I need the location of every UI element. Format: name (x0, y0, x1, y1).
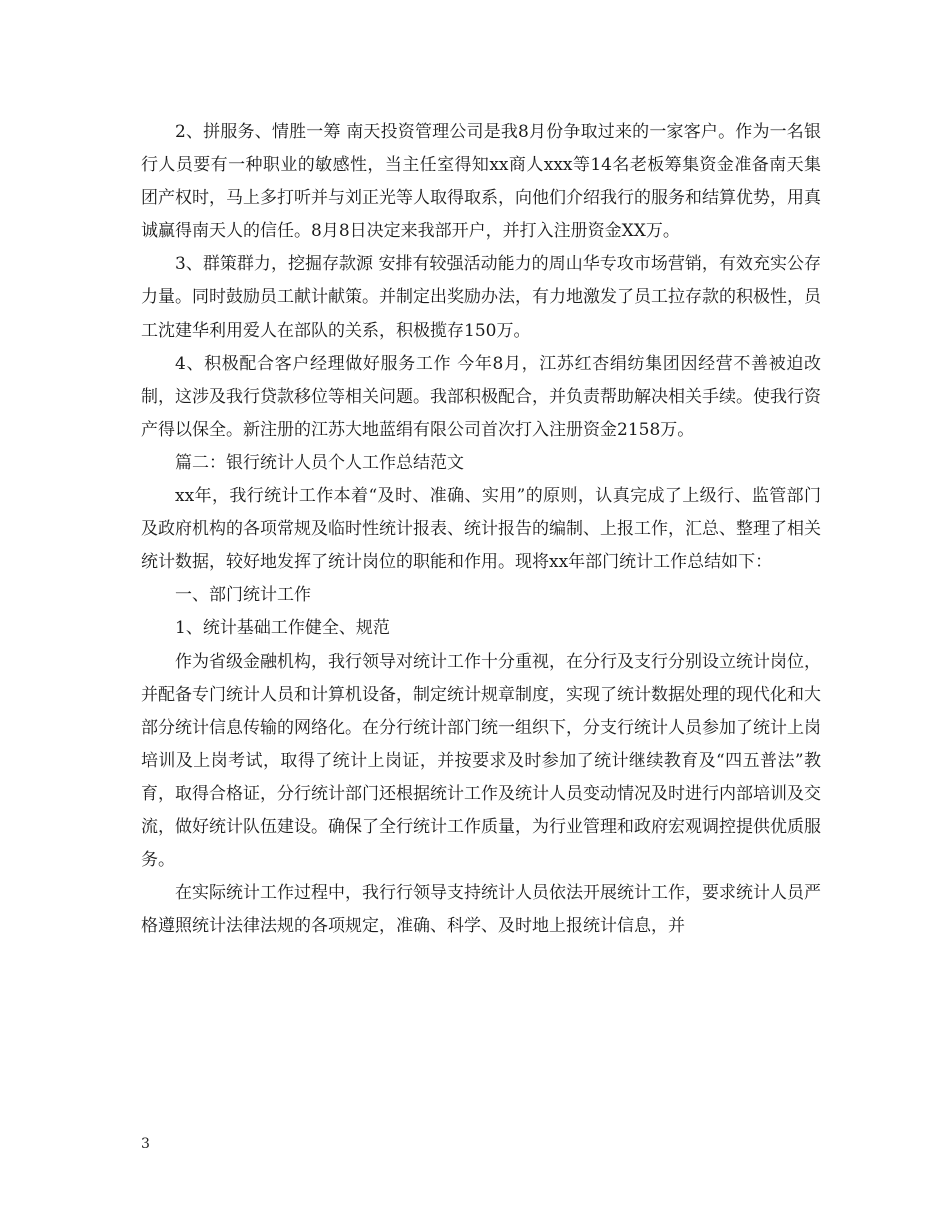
paragraph-provincial-institution: 作为省级金融机构，我行领导对统计工作十分重视，在分行及支行分别设立统计岗位，并配备专门统计人员和计算机设备，制定统计规章制度，实现了统计数据处理的现代化和大部分统计信息传输的网络化。在分行统计部门统一组织下，分支行统计人员参加了统计上岗培训及上岗考试，取得了统计上岗证，并按要求及时参加了统计继续教育及“四五普法”教育，取得合格证，分行统计部门还根据统计工作及统计人员变动情况及时进行内部培训及交流，做好统计队伍建设。确保了全行统计工作质量，为行业管理和政府宏观调控提供优质服务。 (141, 651, 821, 871)
page-number: 3 (141, 1136, 150, 1152)
subheading-statistics-foundation: 1、统计基础工作健全、规范 (175, 618, 390, 639)
paragraph-service: 2、拼服务、情胜一筹 南天投资管理公司是我8月份争取过来的一家客户。作为一名银行人员要有一种职业的敏感性，当主任室得知xx商人xxx等14名老板筹集资金准备南天集团产权时，马上多打听并与刘正光等人取得取系，向他们介绍我行的服务和结算优势，用真诚赢得南天人的信任。8月8日决定来我部开户，并打入注册资金XX万。 (141, 122, 821, 242)
paragraph-customer-manager: 4、积极配合客户经理做好服务工作 今年8月，江苏红杏绢纺集团因经营不善被迫改制，这涉及我行贷款移位等相关问题。我部积极配合，并负责帮助解决相关手续。使我行资产得以保全。新注册的江苏大地蓝绢有限公司首次打入注册资金2158万。 (141, 353, 821, 440)
paragraph-statistics-practice: 在实际统计工作过程中，我行行领导支持统计人员依法开展统计工作，要求统计人员严格遵照统计法律法规的各项规定，准确、科学、及时地上报统计信息，并 (141, 883, 821, 937)
heading-department-statistics: 一、部门统计工作 (175, 585, 311, 606)
section-title-part-two: 篇二：银行统计人员个人工作总结范文 (175, 452, 464, 473)
paragraph-summary-intro: xx年，我行统计工作本着“及时、准确、实用”的原则，认真完成了上级行、监管部门及政府机构的各项常规及临时性统计报表、统计报告的编制、上报工作，汇总、整理了相关统计数据，较好地发挥了统计岗位的职能和作用。现将xx年部门统计工作总结如下： (141, 486, 821, 573)
document-body (141, 116, 821, 943)
paragraph-deposits: 3、群策群力，挖掘存款源 安排有较强活动能力的周山华专攻市场营销，有效充实公存力量。同时鼓励员工献计献策。并制定出奖励办法，有力地激发了员工拉存款的积极性，员工沈建华利用爱人在部队的关系，积极揽存150万。 (141, 254, 821, 341)
